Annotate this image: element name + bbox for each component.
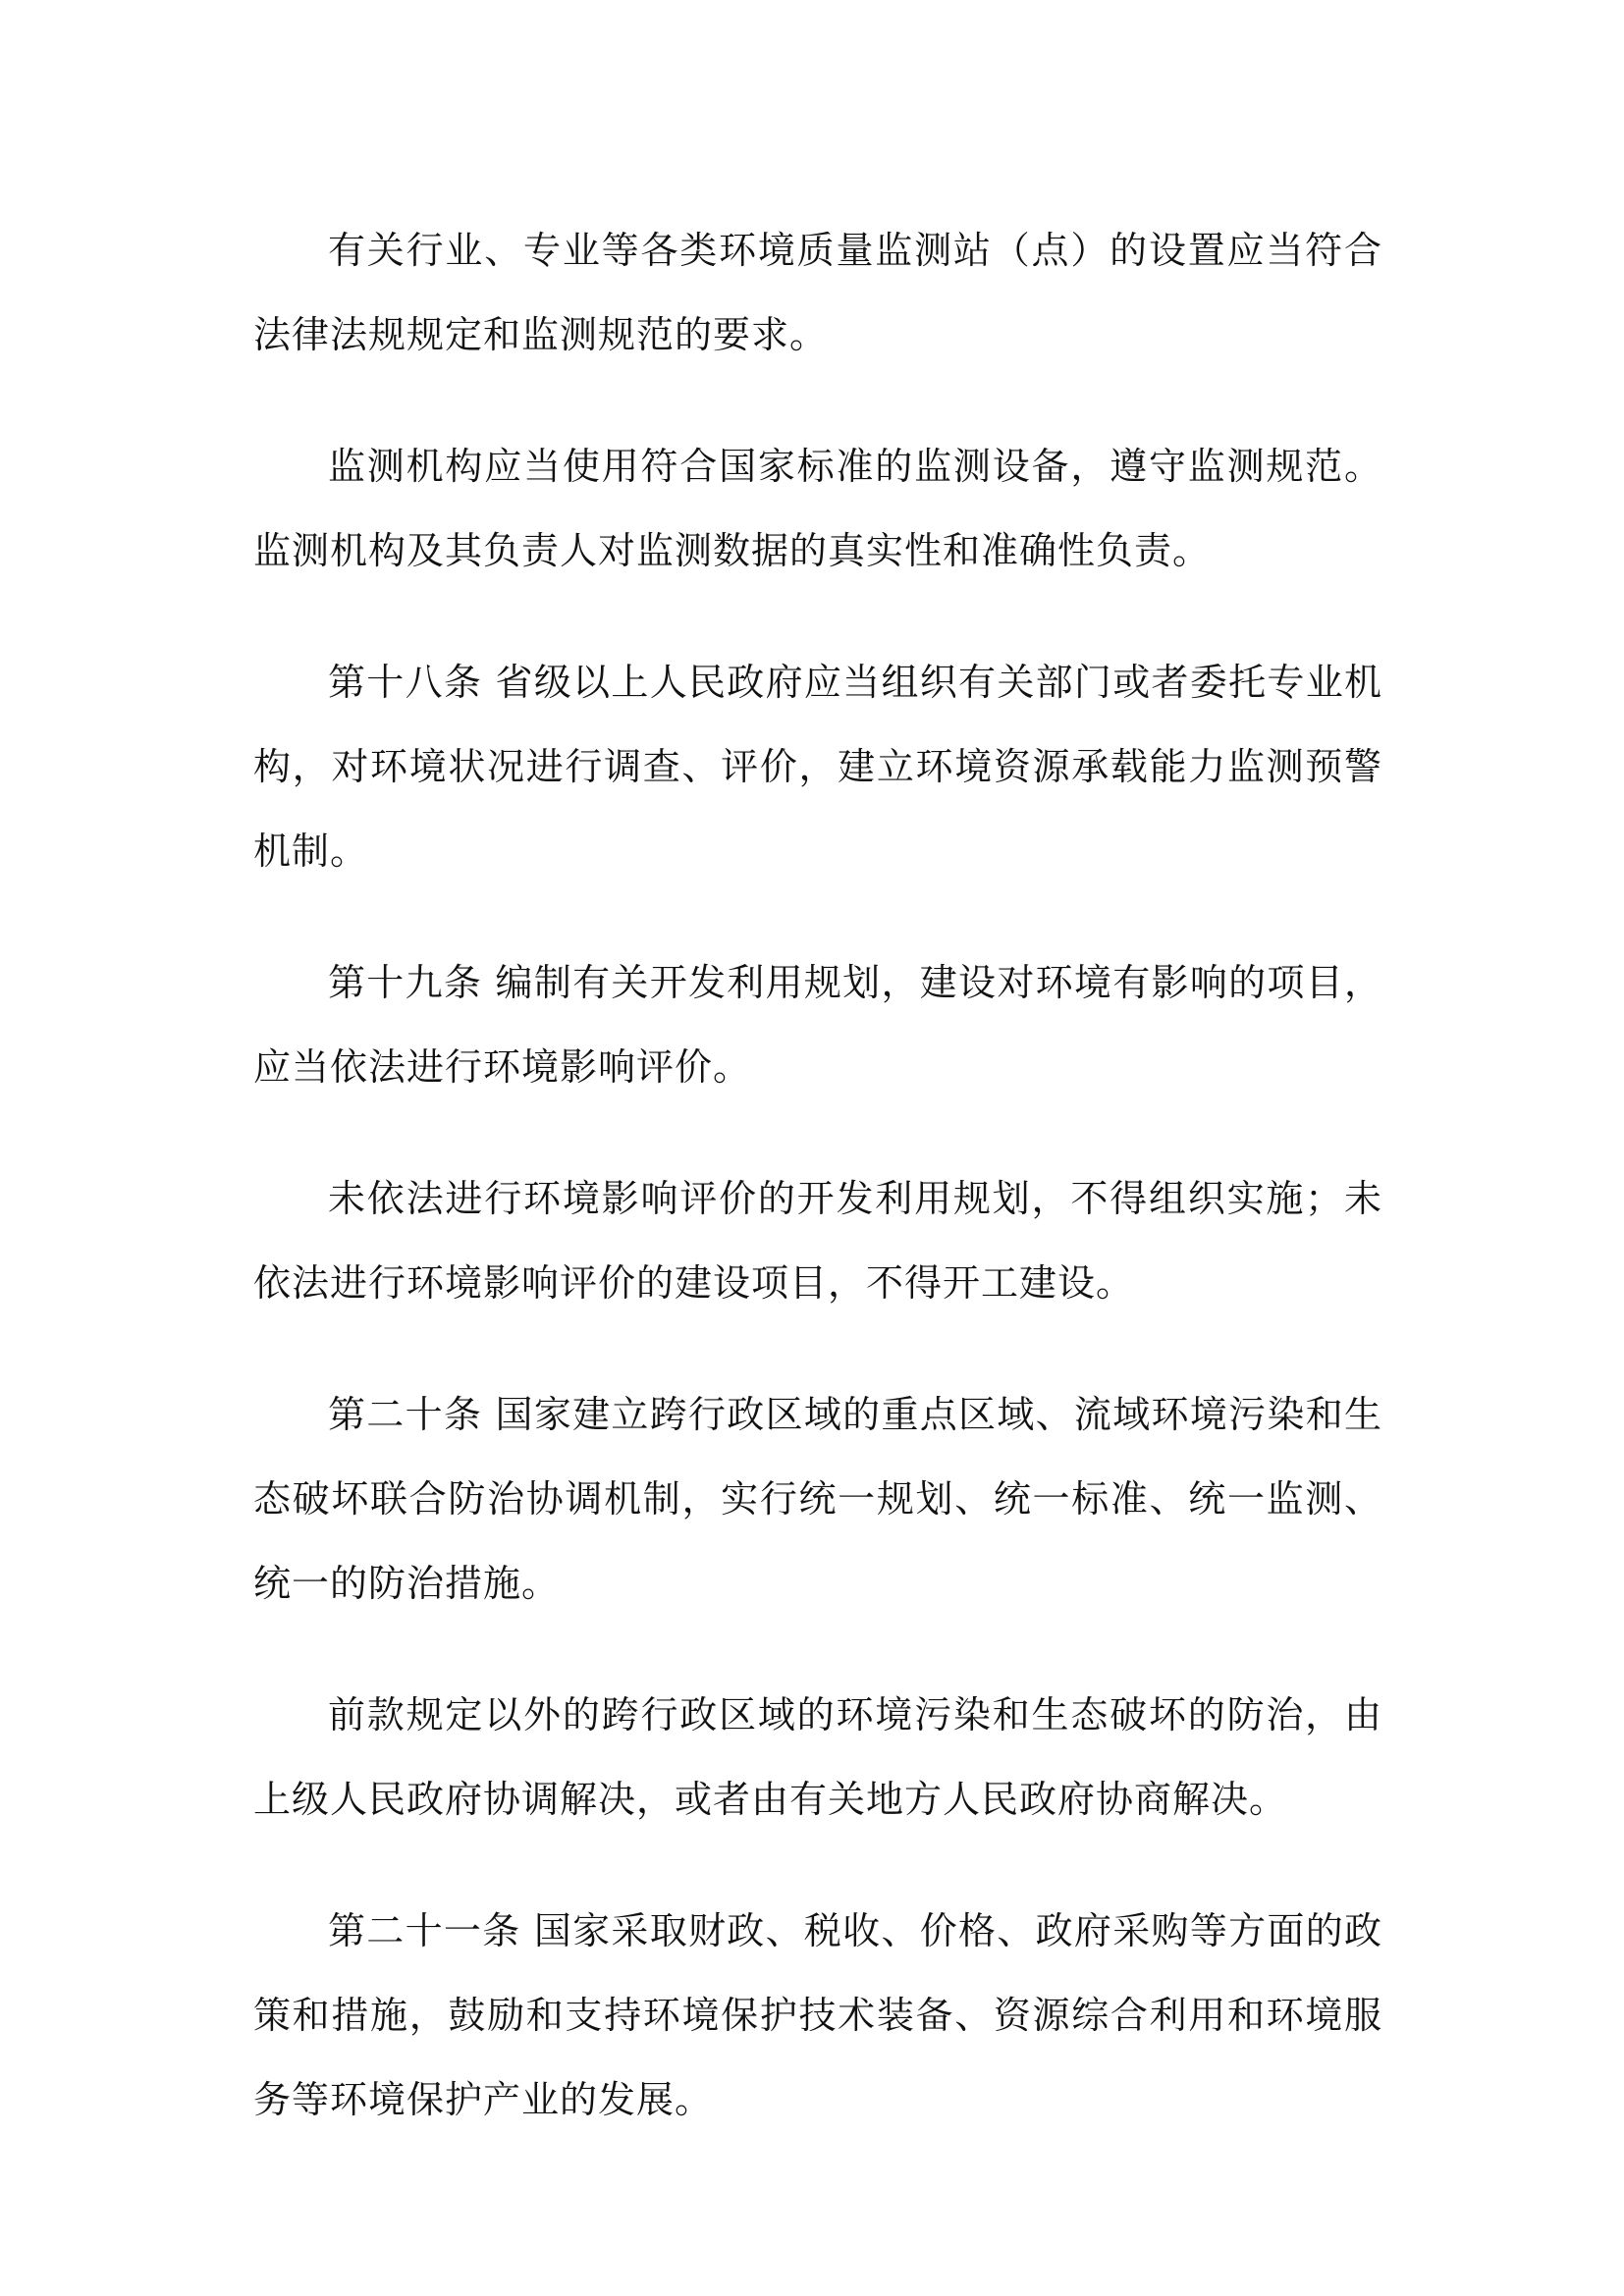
document-body	[253, 208, 1382, 2189]
paragraph-article-19: 第十九条 编制有关开发利用规划，建设对环境有影响的项目，应当依法进行环境影响评价。	[253, 961, 1382, 1089]
paragraph-article-21: 第二十一条 国家采取财政、税收、价格、政府采购等方面的政策和措施，鼓励和支持环境保护技术装备、资源综合利用和环境服务等环境保护产业的发展。	[253, 1909, 1382, 2121]
paragraph-article-20-clause-2: 前款规定以外的跨行政区域的环境污染和生态破坏的防治，由上级人民政府协调解决，或者由有关地方人民政府协商解决。	[253, 1693, 1382, 1821]
paragraph-monitoring-stations: 有关行业、专业等各类环境质量监测站（点）的设置应当符合法律法规规定和监测规范的要求。	[253, 229, 1382, 356]
paragraph-article-20: 第二十条 国家建立跨行政区域的重点区域、流域环境污染和生态破坏联合防治协调机制，实行统一规划、统一标准、统一监测、统一的防治措施。	[253, 1393, 1382, 1605]
paragraph-article-19-clause-2: 未依法进行环境影响评价的开发利用规划，不得组织实施；未依法进行环境影响评价的建设项目，不得开工建设。	[253, 1177, 1382, 1305]
paragraph-article-18: 第十八条 省级以上人民政府应当组织有关部门或者委托专业机构，对环境状况进行调查、评价，建立环境资源承载能力监测预警机制。	[253, 661, 1382, 873]
paragraph-monitoring-institutions: 监测机构应当使用符合国家标准的监测设备，遵守监测规范。监测机构及其负责人对监测数据的真实性和准确性负责。	[253, 445, 1382, 572]
